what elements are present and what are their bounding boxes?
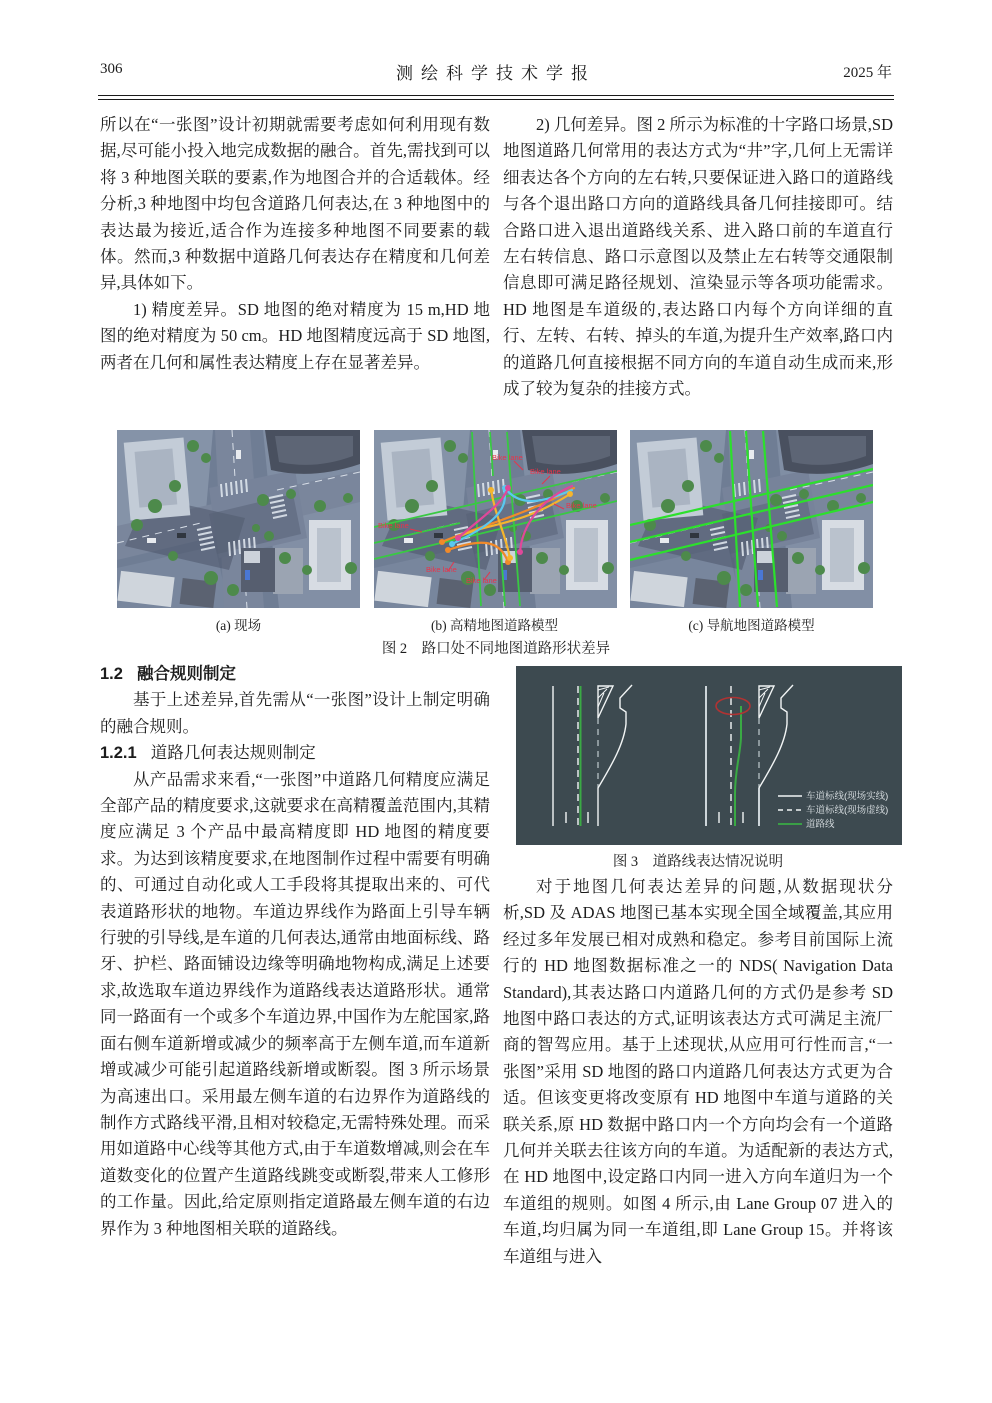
paragraph: 2) 几何差异。图 2 所示为标准的十字路口场景,SD 地图道路几何常用的表达方式为“井”字,几何上无需详细表达各个方向的左右转,只要保证进入路口的道路线与各个退出路口方向的道路线具备几何挂接即可。结合路口进入退出道路线关系、进入路口前的车道直行左右转信息、路口示意图以及禁止左右转等交通限制信息即可满足路径规划、渲染显示等各项功能需求。HD 地图是车道级的,表达路口内每个方向详细的直行、左转、右转、掉头的车道,为提升生产效率,路口内的道路几何直接根据不同方向的车道自动生成而来,形成了较为复杂的挂接方式。 xyxy=(503,115,893,399)
figure-2-caption: 图 2 路口处不同地图道路形状差异 xyxy=(381,641,611,657)
figure-2a-caption: (a) 现场 xyxy=(215,618,262,633)
legend-road-line: 道路线 xyxy=(806,819,835,830)
bike-lane-annotation: Bike lane xyxy=(529,467,561,476)
section-heading-1-2: 1.2 融合规则制定 xyxy=(100,665,236,683)
legend-solid-lane-marking: 车道标线(现场实线) xyxy=(806,791,889,802)
paragraph: 基于上述差异,首先需从“一张图”设计上制定明确的融合规则。 xyxy=(100,690,490,736)
figure-2c-nav-model xyxy=(630,430,873,608)
figure-2b-hd-model xyxy=(374,430,617,608)
figure-2c-caption: (c) 导航地图道路模型 xyxy=(688,618,815,633)
left-column-top xyxy=(100,112,490,376)
bike-lane-annotation: Bike lane xyxy=(377,521,409,530)
bike-lane-annotation: Bike lane xyxy=(425,565,457,574)
bike-lane-annotation: Bike lane xyxy=(491,453,523,462)
bike-lane-annotation: Bike lane xyxy=(565,501,597,510)
figure-2b-caption: (b) 高精地图道路模型 xyxy=(430,618,559,633)
figure-2 xyxy=(117,430,873,608)
right-column-bottom xyxy=(503,874,893,1270)
figure-3 xyxy=(516,666,902,845)
aerial-photo-hd-overlay xyxy=(374,430,617,608)
right-column-top xyxy=(503,112,893,402)
paragraph: 1) 精度差异。SD 地图的绝对精度为 15 m,HD 地图的绝对精度为 50 cm。HD 地图精度远高于 SD 地图,两者在几何和属性表达精度上存在显著差异。 xyxy=(100,299,490,372)
section-heading-1-2-1: 1.2.1 道路几何表达规则制定 xyxy=(100,743,316,763)
road-line-diagram xyxy=(516,666,902,845)
paragraph: 从产品需求来看,“一张图”中道路几何精度应满足全部产品的精度要求,这就要求在高精覆盖范围内,其精度应满足 3 个产品中最高精度即 HD 地图的精度要求。为达到该精度要求,在地图制作过程中需要有明确的、可通过自动化或人工手段将其提取出来的、可代表道路形状的地物。车道边界线作为路面上引导车辆行驶的引导线,是车道的几何表达,通常由地面标线、路牙、护栏、路面铺设边缘等明确地物构成,满足上述要求,故选取车道边界线作为道路线表达道路形状。通常同一路面有一个或多个车道边界,中国作为左舵国家,路面右侧车道新增或减少的频率高于左侧车道,而车道新增或减少可能引起道路线新增或断裂。图 3 所示场景为高速出口。采用最左侧车道的右边界作为道路线的制作方式路线平滑,且相对较稳定,无需特殊处理。而采用如道路中心线等其他方式,由于车道数增减,则会在车道数变化的位置产生道路线跳变或断裂,带来人工修形的工作量。因此,给定原则指定道路最左侧车道的右边界作为 3 种地图相关联的道路线。 xyxy=(100,769,490,1238)
paragraph: 对于地图几何表达差异的问题,从数据现状分析,SD 及 ADAS 地图已基本实现全国全域覆盖,其应用经过多年发展已相对成熟和稳定。参考目前国际上流行的 HD 地图数据标准之一的 NDS( Navigation Data Standard),其表达路口内道路几何的方式仍是参考 SD 地图中路口表达的方式,证明该表达方式可满足主流厂商的智驾应用。基于上述现状,从应用可行性而言,“一张图”采用 SD 地图的路口内道路几何表达方式更为合适。但该变更将改变原有 HD 地图中车道与道路的关联关系,原 HD 数据中路口内一个方向均会有一个道路几何并关联去往该方向的车道。为适配新的表达方式,在 HD 地图中,设定路口内同一进入方向车道归为一个车道组的规则。如图 4 所示,由 Lane Group 07 进入的车道,均归属为同一车道组,即 Lane Group 15。并将该车道组与进入 xyxy=(503,877,893,1266)
left-column-bottom xyxy=(100,661,490,1242)
bike-lane-annotation: Bike lane xyxy=(465,576,497,585)
aerial-photo-nav-overlay xyxy=(630,430,873,608)
figure-2a-photo xyxy=(117,430,360,608)
paragraph: 所以在“一张图”设计初期就需要考虑如何利用现有数据,尽可能小投入地完成数据的融合。首先,需找到可以将 3 种地图关联的要素,作为地图合并的合适载体。经分析,3 种地图中均包含道路几何表达,在 3 种地图中的表达最为接近,适合作为连接多种地图不同要素的载体。然而,3 种数据中道路几何表达存在精度和几何差异,具体如下。 xyxy=(100,115,490,293)
page-number: 306 xyxy=(100,61,123,77)
journal-title: 测绘科学技术学报 xyxy=(396,64,596,83)
header-rule xyxy=(98,95,894,100)
aerial-photo-scene xyxy=(117,430,360,608)
figure-3-caption: 图 3 道路线表达情况说明 xyxy=(612,854,784,870)
legend-dashed-lane-marking: 车道标线(现场虚线) xyxy=(806,805,889,816)
header-year: 2025 年 xyxy=(843,65,892,81)
